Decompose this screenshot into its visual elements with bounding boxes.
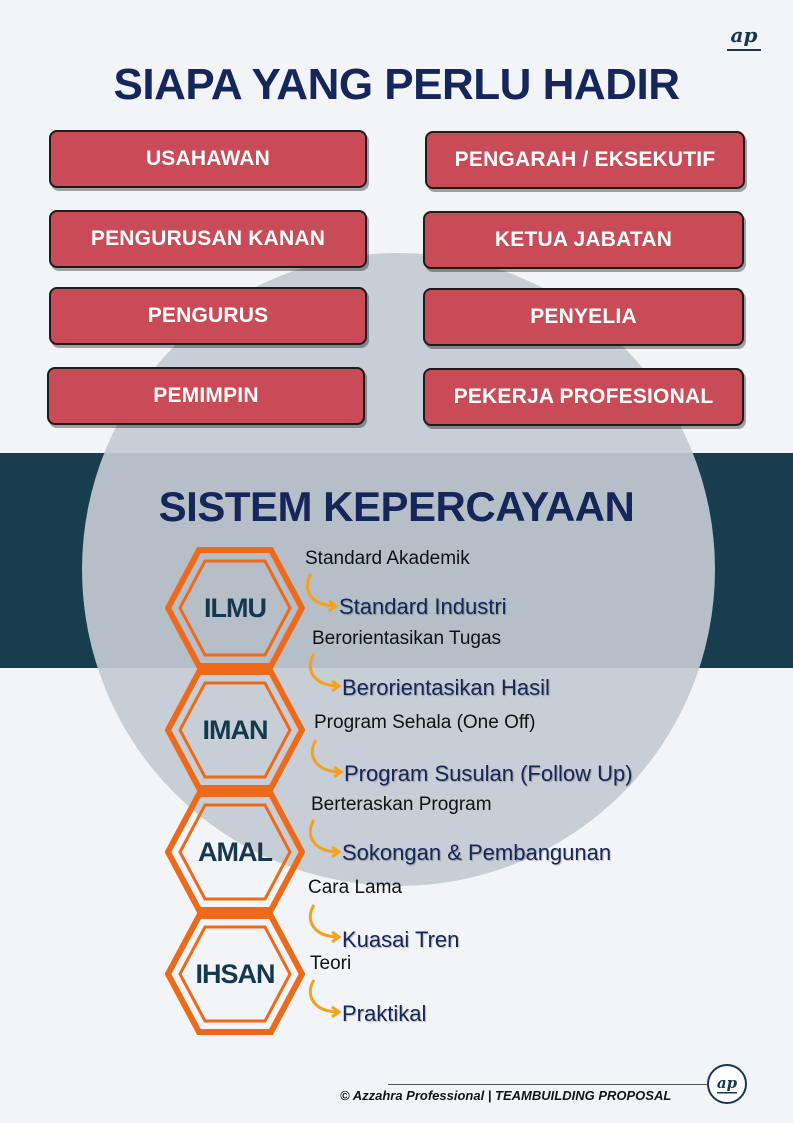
audience-item-pengurus: PENGURUS [49,287,367,345]
shift-to-3: Program Susulan (Follow Up) [344,761,633,786]
logo-mark-text: ap [716,1074,738,1092]
logo [723,22,765,56]
audience-item-usahawan: USAHAWAN [49,130,367,188]
shift-from-4: Berteraskan Program [311,794,492,815]
pillar-label: IHSAN [195,958,275,989]
ap-logo-icon [723,22,765,56]
pillar-hexagon-ilmu [165,547,305,669]
belief-title: SISTEM KEPERCAYAAN [158,483,635,530]
audience-item-penyelia: PENYELIA [423,288,744,346]
shift-to-6: Praktikal [342,1001,427,1026]
shift-to-5: Kuasai Tren [342,927,460,952]
curved-arrow-icon [306,903,346,943]
shift-to-4: Sokongan & Pembangunan [342,840,612,865]
logo-mark-text: ap [730,23,758,47]
curved-arrow-icon [308,738,348,778]
pillar-label: ILMU [204,592,266,623]
footer-logo [707,1064,747,1104]
audience-item-pekerja-profesional: PEKERJA PROFESIONAL [423,368,744,426]
curved-arrow-icon [306,818,346,858]
curved-arrow-icon [306,978,346,1018]
audience-title: SIAPA YANG PERLU HADIR [113,60,680,109]
curved-arrow-icon [303,572,343,612]
curved-arrow-icon [306,652,346,692]
pillar-hexagon-iman [165,669,305,791]
pillar-hexagon-amal [165,791,305,913]
ap-logo-icon [709,1066,745,1102]
pillar-hexagon-ihsan [165,913,305,1035]
pillar-label: IMAN [202,714,268,745]
pillar-label: AMAL [198,836,272,867]
audience-item-ketua-jabatan: KETUA JABATAN [423,211,744,269]
shift-from-3: Program Sehala (One Off) [314,712,536,733]
shift-from-2: Berorientasikan Tugas [312,628,502,649]
shift-from-5: Cara Lama [308,877,402,898]
footer-text: © Azzahra Professional | TEAMBUILDING PROPOSAL [340,1088,672,1103]
audience-item-pemimpin: PEMIMPIN [47,367,365,425]
shift-to-2: Berorientasikan Hasil [342,675,550,700]
shift-to-1: Standard Industri [339,594,507,619]
audience-item-pengurusan-kanan: PENGURUSAN KANAN [49,210,367,268]
shift-from-6: Teori [310,953,352,974]
footer-divider [388,1084,714,1085]
shift-from-1: Standard Akademik [305,548,470,569]
audience-item-pengarah-eksekutif: PENGARAH / EKSEKUTIF [425,131,745,189]
